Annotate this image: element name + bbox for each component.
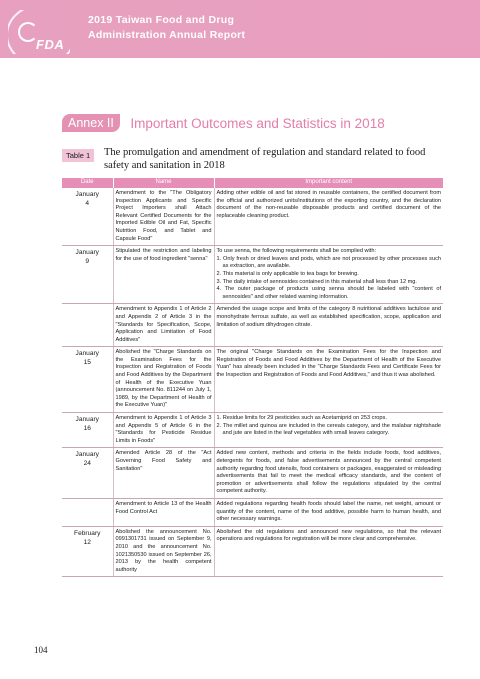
cell-name: Amendment to Article 13 of the Health Food Control Act: [113, 498, 214, 526]
content-line: 1. Residue limits for 29 pesticides such as Acetamiprid on 253 crops.: [216, 415, 387, 422]
cell-content: [214, 413, 443, 448]
regulation-table: [62, 178, 443, 577]
cell-name: Amended Article 28 of the "Act Governing Food Safety and Sanitation": [113, 448, 214, 499]
annex-badge: Annex II: [62, 114, 120, 132]
annex-heading: [62, 114, 385, 134]
column-header-date: Date: [62, 178, 113, 188]
cell-date: January 15: [62, 347, 113, 413]
report-header: [0, 0, 480, 58]
report-title-line1: 2019 Taiwan Food and Drug: [88, 14, 235, 26]
annex-title: Important Outcomes and Statistics in 2018: [130, 115, 385, 131]
content-line: 3. The daily intake of sennosides contained in this material shall less than 12 mg.: [216, 278, 417, 285]
report-title: [88, 13, 245, 43]
content-line: The original "Charge Standards on the Examination Fees for the Inspection and Registration of Foods and Food Additives by the Department of Health of the Executive Yuan" has already been included in the "Charge Standards Fees and Certificate Fees for the Inspection and Registration of Foods and Food Additives," and thus it was abolished.: [216, 349, 441, 379]
cell-content: [214, 526, 443, 577]
logo-swirl-icon: [18, 22, 38, 42]
content-line: Added regulations regarding health foods should label the name, net weight, amount or quantity of the content, name of the food additive, possible harm to human health, and other necessary warnings.: [216, 500, 441, 523]
content-line: 4. The outer package of products using senna should be labeled with "content of sennosides" and other related warning information.: [216, 286, 441, 300]
cell-name: Amendment to Appendix 1 of Article 3 and Appendix 5 of Article 6 in the "Standards for Pesticide Residue Limits in Foods": [113, 413, 214, 448]
cell-date: January 16: [62, 413, 113, 448]
cell-name: Stipulated the restriction and labeling for the use of food ingredient "senna": [113, 246, 214, 304]
cell-name: Abolished the "Charge Standards on the Examination Fees for the Inspection and Registration of Foods and Food Additives by the Department of Health of the Executive Yuan (announcement No. 811244 on July 1, 1989, by the Department of Health of the Executive Yuan)": [113, 347, 214, 413]
content-line: 2. This material is only applicable to tea bags for brewing.: [216, 270, 359, 277]
cell-content: [214, 498, 443, 526]
column-header-content: Important content: [214, 178, 443, 188]
table-row: [62, 347, 443, 413]
content-line: Added new content, methods and criteria in the fields include foods, food additives, detergents for foods, and false advertisements announced by the central competent authority regarding food utensils, food containers or packages, exaggerated or misleading advertisements that fail to meet the medical efficacy standards, and the content of promotion or advertisements shall follow the regulations stipulated by the central competent authority.: [216, 450, 441, 495]
cell-content: [214, 188, 443, 246]
table-row: [62, 413, 443, 448]
cell-content: [214, 347, 443, 413]
content-line: 1. Only fresh or dried leaves and pods, which are not processed by other processes such as extraction, are available.: [216, 255, 441, 270]
table-badge: Table 1: [62, 149, 94, 162]
cell-content: [214, 304, 443, 347]
cell-date: January 9: [62, 246, 113, 304]
report-title-line2: Administration Annual Report: [88, 29, 246, 41]
cell-name: Amendment to Appendix 1 of Article 2 and Appendix 2 of Article 3 in the "Standards for Specification, Scope, Application and Limitation of Food Additives": [113, 304, 214, 347]
cell-name: Amendment to the "The Obligatory Inspection Applicants and Specific Project Importers shall Attach Relevant Certified Documents for the Imported Edible Oil and Fat, Specific Nutrition Food, and Tablet and Capsule Food": [113, 188, 214, 246]
logo-text: FDA: [36, 37, 65, 52]
cell-date: February 12: [62, 526, 113, 577]
table-row: [62, 526, 443, 577]
table-row: [62, 304, 443, 347]
table-row: [62, 498, 443, 526]
content-line: Amended the usage scope and limits of the category 8 nutritional additives lactulose and monohydrate ferrous sulfate, as well as established specification, scope, application and limitation of sodium dihydrogen citrate.: [216, 306, 441, 328]
table-row: [62, 246, 443, 304]
column-header-name: Name: [113, 178, 214, 188]
cell-content: [214, 448, 443, 499]
content-line: To use senna, the following requirements shall be complied with:: [216, 248, 377, 255]
table-row: [62, 188, 443, 246]
cell-date: [62, 304, 113, 347]
content-line: Abolished the old regulations and announced new regulations, so that the relevant operations and regulations for registration will be more clear and comprehensive.: [216, 528, 441, 543]
table-caption: The promulgation and amendment of regulation and standard related to food safety and sanitation in 2018: [104, 147, 426, 171]
table-header-row: [62, 178, 443, 188]
content-line: 2. The millet and quinoa are included in the cereals category, and the malabar nightshade and jute are listed in the leaf vegetables with small leaves category.: [216, 422, 441, 437]
cell-content: [214, 246, 443, 304]
cell-name: Abolished the announcement No. 0991301731 issued on September 9, 2010 and the announcement No. 1021350530 issued on September 26, 2013 by the health competent authority: [113, 526, 214, 577]
content-line: Adding other edible oil and fat stored in reusable containers, the certified document from the official and authorized units/institutions of the exporting country, and the declaration document of the non-reusable disposable products and certified document of the replaceable cleaning product.: [216, 190, 441, 219]
cell-date: January 4: [62, 188, 113, 246]
cell-date: [62, 498, 113, 526]
cell-date: January 24: [62, 448, 113, 499]
page-number: 104: [34, 645, 48, 655]
fda-logo: [8, 10, 70, 54]
table-row: [62, 448, 443, 499]
